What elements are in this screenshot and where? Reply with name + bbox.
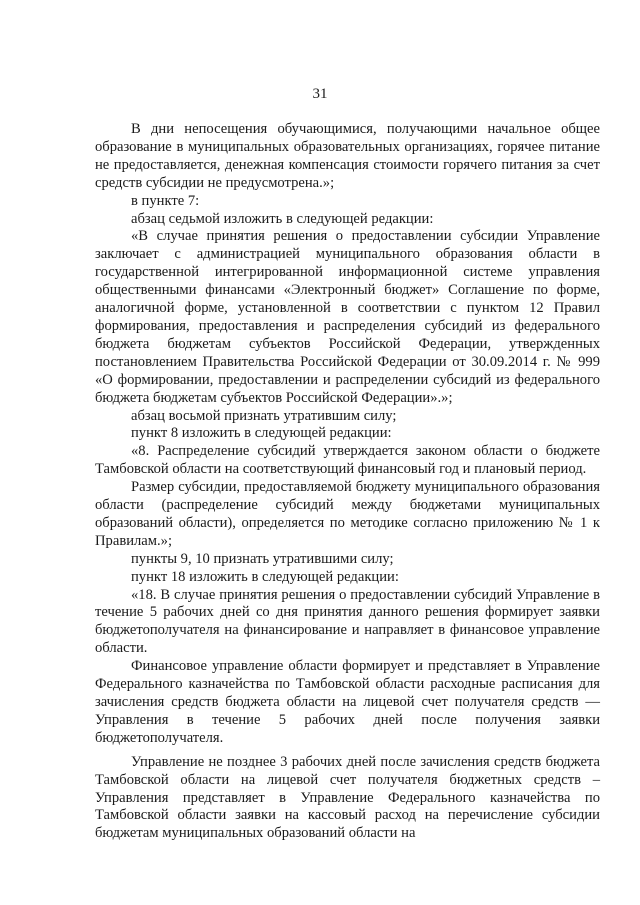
paragraph-eighth-abzac: абзац восьмой признать утратившим силу; bbox=[131, 407, 397, 424]
paragraph-hot-meals: В дни непосещения обучающимися, получающими начальное общее образование в муниципальных образовательных организациях, горячее питание не предоставляется, денежная компенсация стоимости горячего питания за счет средств субсидии не предусмотрена.»; bbox=[95, 121, 600, 191]
paragraph-item-7: в пункте 7: bbox=[131, 192, 200, 209]
document-body bbox=[95, 121, 600, 843]
paragraph-finance-department: Финансовое управление области формирует и представляет в Управление Федерального казначейства по Тамбовской области расходные расписания для зачисления средств бюджета области на лицевой счет получателя средств — Управления в течение 5 рабочих дней после получения заявки бюджетополучателя. bbox=[95, 658, 600, 746]
paragraph-items-9-10: пункты 9, 10 признать утратившими силу; bbox=[131, 550, 394, 567]
page-number: 31 bbox=[312, 86, 328, 102]
paragraph-seventh-abzac: абзац седьмой изложить в следующей редакции: bbox=[131, 210, 434, 227]
paragraph-distribution: «8. Распределение субсидий утверждается законом области о бюджете Тамбовской области на соответствующий финансовый год и плановый период. bbox=[95, 443, 600, 478]
paragraph-treasury-request: Управление не позднее 3 рабочих дней после зачисления средств бюджета Тамбовской области на лицевой счет получателя бюджетных средств – Управления представляет в Управление Федерального казначейства по Тамбовской области заявки на кассовый расход на перечисление субсидии бюджетам муниципальных образований области на bbox=[95, 753, 600, 842]
paragraph-subsidy-size: Размер субсидии, предоставляемой бюджету муниципального образования области (распределение субсидий между бюджетами муниципальных образований области), определяется по методике согласно приложению № 1 к Правилам.»; bbox=[95, 479, 600, 549]
paragraph-item-18: пункт 18 изложить в следующей редакции: bbox=[131, 568, 399, 585]
paragraph-item-8: пункт 8 изложить в следующей редакции: bbox=[131, 425, 392, 442]
paragraph-agreement: «В случае принятия решения о предоставлении субсидии Управление заключает с администрацией муниципального образования области в государственной интегрированной информационной системе управления общественными финансами «Электронный бюджет» Соглашение по форме, аналогичной форме, установленной в соответствии с пунктом 12 Правил формирования, предоставления и распределения субсидий из федерального бюджета бюджетам субъектов Российской Федерации, утвержденных постановлением Правительства Российской Федерации от 30.09.2014 г. № 999 «О формировании, предоставлении и распределении субсидий из федерального бюджета бюджетам субъектов Российской Федерации».»; bbox=[95, 228, 600, 406]
paragraph-decision: «18. В случае принятия решения о предоставлении субсидий Управление в течение 5 рабочих дней со дня принятия данного решения формирует заявки бюджетополучателя на финансирование и направляет в финансовое управление области. bbox=[95, 586, 600, 657]
